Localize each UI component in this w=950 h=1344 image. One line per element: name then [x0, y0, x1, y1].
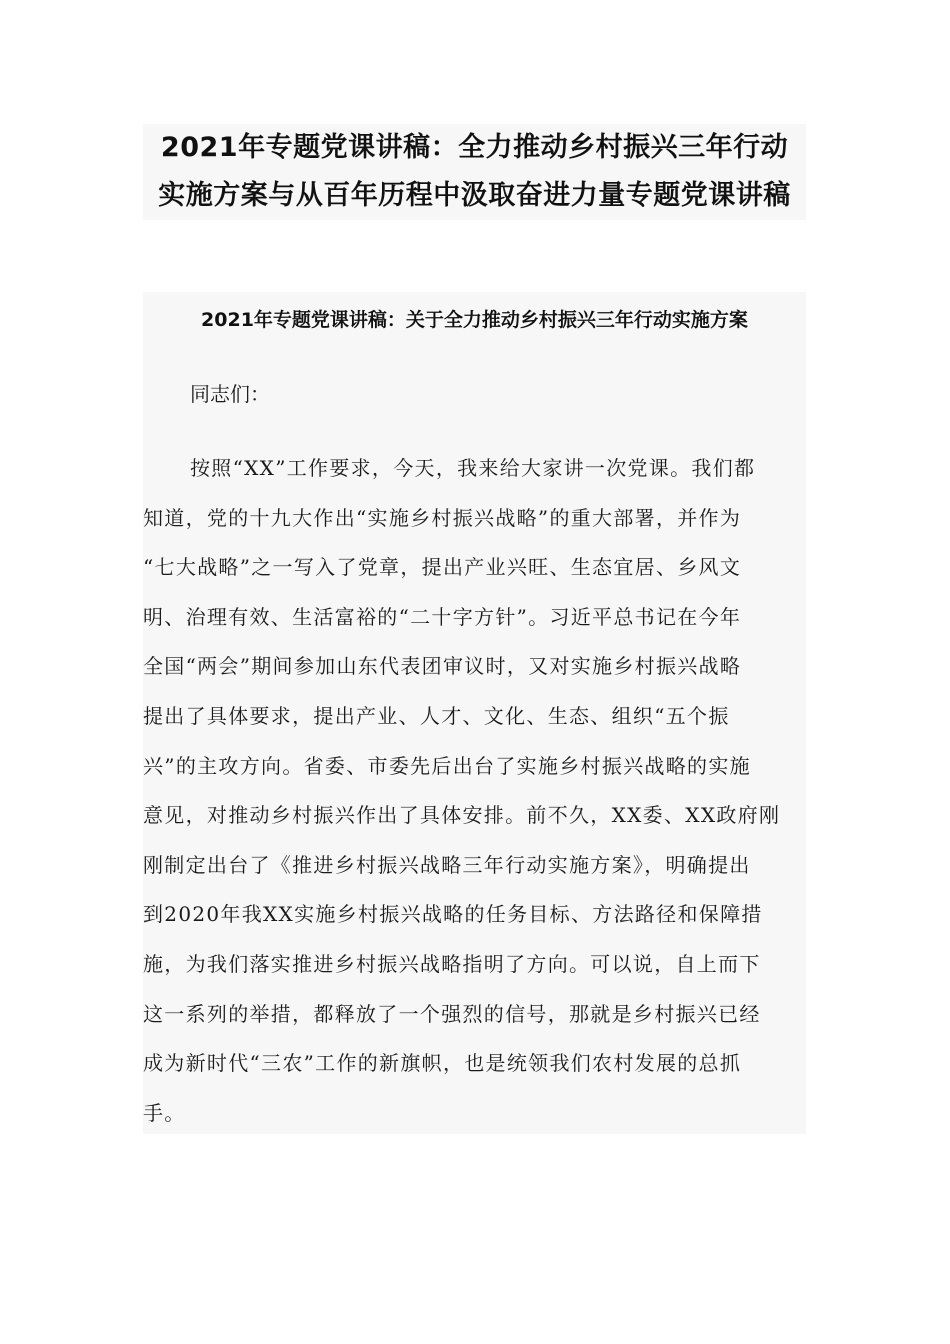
paragraph-line: 提出了具体要求，提出产业、人才、文化、生态、组织“五个振: [143, 703, 730, 728]
paragraph-line: 知道，党的十九大作出“实施乡村振兴战略”的重大部署，并作为: [143, 505, 742, 530]
paragraph-line: 明、治理有效、生活富裕的“二十字方针”。习近平总书记在今年: [143, 604, 742, 629]
salutation: 同志们：: [190, 382, 270, 406]
paragraph-line: 手。: [143, 1100, 186, 1125]
paragraph-line: 刚制定出台了《推进乡村振兴战略三年行动实施方案》，明确提出: [143, 852, 751, 877]
document-title-line-1: 2021年专题党课讲稿：全力推动乡村振兴三年行动: [160, 132, 789, 163]
speech-section: [143, 292, 806, 1134]
paragraph-line: 兴”的主攻方向。省委、市委先后出台了实施乡村振兴战略的实施: [143, 753, 751, 778]
section-title: 2021年专题党课讲稿：关于全力推动乡村振兴三年行动实施方案: [201, 309, 748, 331]
body-paragraph: [143, 444, 806, 1138]
paragraph-line: 按照“XX”工作要求，今天，我来给大家讲一次党课。我们都: [190, 456, 756, 480]
document-title-line-2: 实施方案与从百年历程中汲取奋进力量专题党课讲稿: [158, 180, 791, 211]
document-title: [143, 124, 806, 220]
paragraph-line: 意见，对推动乡村振兴作出了具体安排。前不久，XX委、XX政府刚: [143, 803, 781, 828]
paragraph-line: 到2020年我XX实施乡村振兴战略的任务目标、方法路径和保障措: [143, 902, 763, 927]
paragraph-line: 全国“两会”期间参加山东代表团审议时，又对实施乡村振兴战略: [143, 654, 742, 679]
paragraph-line: 施，为我们落实推进乡村振兴战略指明了方向。可以说，自上而下: [143, 951, 761, 976]
paragraph-line: 成为新时代“三农”工作的新旗帜，也是统领我们农村发展的总抓: [143, 1051, 742, 1076]
paragraph-line: 这一系列的举措，都释放了一个强烈的信号，那就是乡村振兴已经: [143, 1001, 761, 1026]
paragraph-line: “七大战略”之一写入了党章，提出产业兴旺、生态宜居、乡风文: [143, 555, 742, 580]
